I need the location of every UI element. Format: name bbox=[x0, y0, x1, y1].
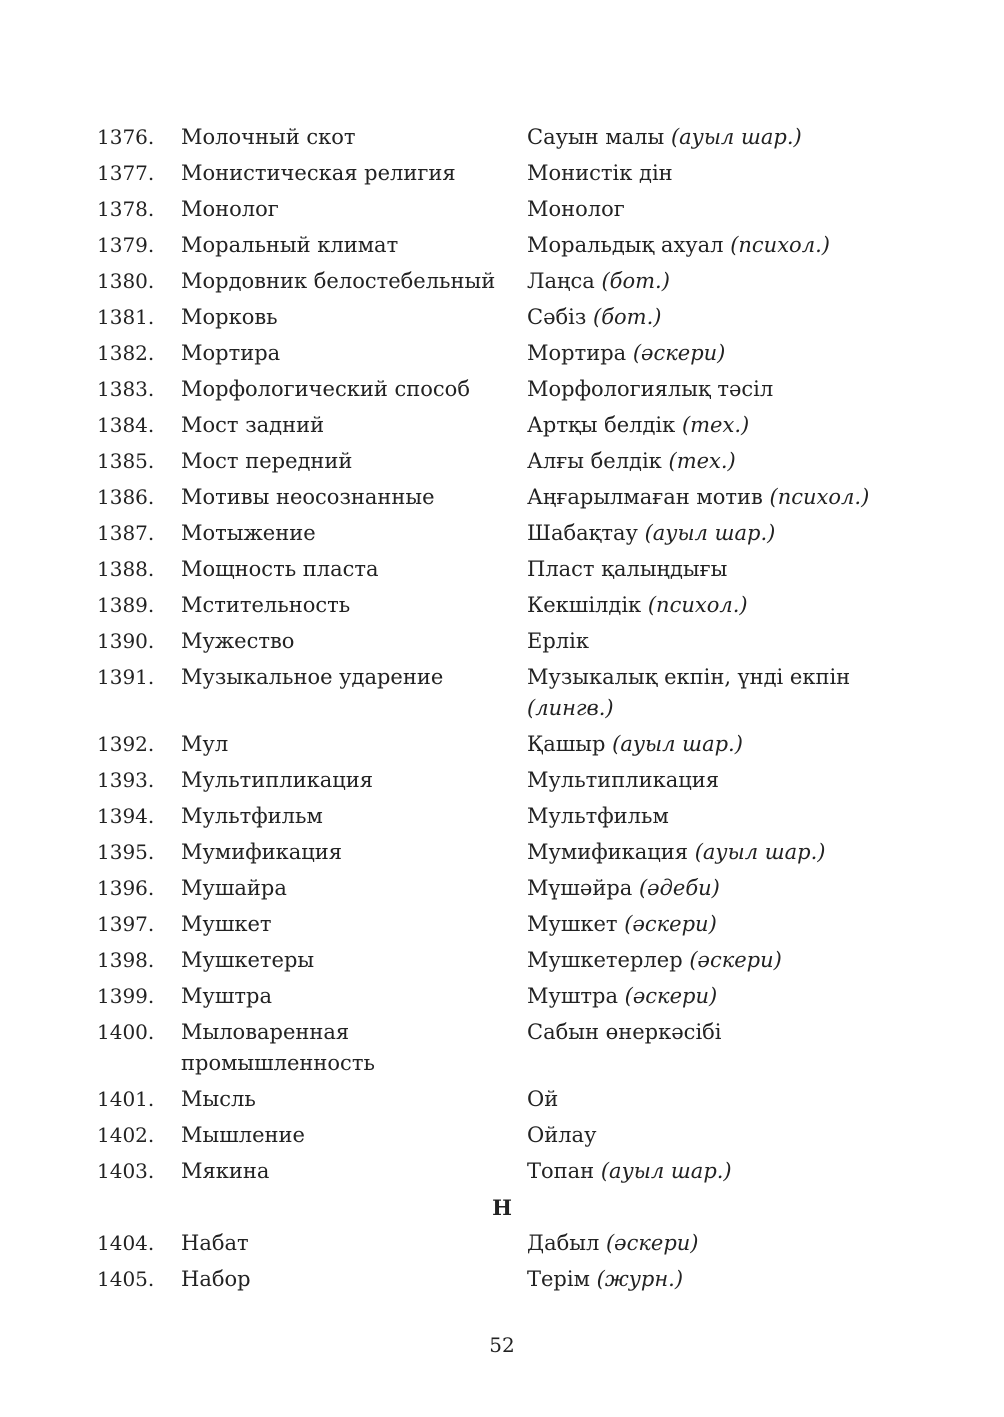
entry-row bbox=[97, 727, 897, 763]
kazakh-term: Қашыр bbox=[527, 732, 606, 756]
kazakh-term-cell bbox=[527, 230, 897, 261]
kazakh-term-cell bbox=[527, 122, 897, 153]
entry-number: 1380. bbox=[97, 269, 155, 293]
kazakh-term: Мушкет bbox=[527, 912, 618, 936]
kazakh-term: Монистік дін bbox=[527, 161, 673, 185]
russian-term: Мушайра bbox=[181, 876, 287, 900]
entry-row bbox=[97, 372, 897, 408]
entry-row bbox=[97, 979, 897, 1015]
kazakh-term: Ой bbox=[527, 1087, 559, 1111]
entry-row bbox=[97, 660, 897, 727]
russian-term: Мультипликация bbox=[181, 768, 373, 792]
section-letter-heading: Н bbox=[492, 1195, 512, 1220]
russian-term: Монолог bbox=[181, 197, 279, 221]
entry-row bbox=[97, 1226, 897, 1262]
domain-note: (әскери) bbox=[624, 912, 717, 936]
russian-term: Мультфильм bbox=[181, 804, 323, 828]
russian-term: Мысль bbox=[181, 1087, 256, 1111]
kazakh-term-cell bbox=[527, 374, 897, 405]
kazakh-term-cell bbox=[527, 873, 897, 904]
russian-term: Моральный климат bbox=[181, 233, 399, 257]
entry-number: 1396. bbox=[97, 876, 155, 900]
entry-row bbox=[97, 192, 897, 228]
kazakh-term-cell bbox=[527, 590, 897, 621]
kazakh-term-cell bbox=[527, 266, 897, 297]
russian-term: Мул bbox=[181, 732, 229, 756]
entry-number: 1389. bbox=[97, 593, 155, 617]
kazakh-term-cell bbox=[527, 801, 897, 832]
russian-term: Мотивы неосознанные bbox=[181, 485, 435, 509]
kazakh-term: Мультипликация bbox=[527, 768, 719, 792]
kazakh-term: Мультфильм bbox=[527, 804, 669, 828]
domain-note: (әдеби) bbox=[638, 876, 720, 900]
entry-row bbox=[97, 552, 897, 588]
kazakh-term-cell bbox=[527, 518, 897, 549]
domain-note: (лингв.) bbox=[527, 696, 614, 720]
domain-note: (әскери) bbox=[605, 1231, 699, 1255]
kazakh-term: Мушкетерлер bbox=[527, 948, 683, 972]
kazakh-term: Морфологиялық тәсіл bbox=[527, 377, 774, 401]
entry-row bbox=[97, 1262, 897, 1298]
kazakh-term-cell bbox=[527, 302, 897, 333]
entry-number: 1404. bbox=[97, 1231, 155, 1255]
entry-number: 1399. bbox=[97, 984, 155, 1008]
entry-row bbox=[97, 1082, 897, 1118]
kazakh-term-cell bbox=[527, 1156, 897, 1187]
kazakh-term-cell bbox=[527, 194, 897, 225]
kazakh-term: Монолог bbox=[527, 197, 625, 221]
kazakh-term-cell bbox=[527, 482, 897, 513]
entry-row bbox=[97, 763, 897, 799]
entry-number: 1377. bbox=[97, 161, 155, 185]
russian-term: Монистическая религия bbox=[181, 161, 456, 185]
kazakh-term: Сәбіз bbox=[527, 305, 587, 329]
domain-note: (психол.) bbox=[647, 593, 748, 617]
entry-row bbox=[97, 588, 897, 624]
kazakh-term: Мумификация bbox=[527, 840, 689, 864]
domain-note: (ауыл шар.) bbox=[670, 125, 802, 149]
kazakh-term-cell bbox=[527, 945, 897, 976]
russian-term: Морковь bbox=[181, 305, 278, 329]
kazakh-term: Сабын өнеркәсібі bbox=[527, 1020, 722, 1044]
kazakh-term: Ерлік bbox=[527, 629, 589, 653]
kazakh-term: Музыкалық екпін, үнді екпін bbox=[527, 665, 851, 689]
entry-row bbox=[97, 336, 897, 372]
entry-row bbox=[97, 516, 897, 552]
kazakh-term: Моральдық ахуал bbox=[527, 233, 724, 257]
entry-number: 1390. bbox=[97, 629, 155, 653]
russian-term: Молочный скот bbox=[181, 125, 356, 149]
entry-number: 1391. bbox=[97, 665, 155, 689]
entry-row bbox=[97, 799, 897, 835]
entry-row bbox=[97, 943, 897, 979]
kazakh-term-cell bbox=[527, 158, 897, 189]
entry-row bbox=[97, 156, 897, 192]
kazakh-term: Шабақтау bbox=[527, 521, 638, 545]
kazakh-term: Алғы белдік bbox=[527, 449, 662, 473]
russian-term: Мост задний bbox=[181, 413, 325, 437]
kazakh-term-cell bbox=[527, 837, 897, 868]
russian-term: Мышление bbox=[181, 1123, 305, 1147]
entry-row bbox=[97, 480, 897, 516]
russian-term: Мыловаренная промышленность bbox=[181, 1020, 375, 1075]
page-number: 52 bbox=[489, 1333, 515, 1357]
entry-row bbox=[97, 300, 897, 336]
entry-number: 1376. bbox=[97, 125, 155, 149]
domain-note: (ауыл шар.) bbox=[644, 521, 776, 545]
kazakh-term-cell bbox=[527, 1084, 897, 1115]
entry-row bbox=[97, 1015, 897, 1082]
kazakh-term-cell bbox=[527, 662, 897, 724]
kazakh-term-cell bbox=[527, 909, 897, 940]
entry-row bbox=[97, 444, 897, 480]
russian-term: Мумификация bbox=[181, 840, 343, 864]
entry-row bbox=[97, 907, 897, 943]
kazakh-term-cell bbox=[527, 338, 897, 369]
kazakh-term-cell bbox=[527, 765, 897, 796]
kazakh-term-cell bbox=[527, 1228, 897, 1259]
russian-term: Мякина bbox=[181, 1159, 270, 1183]
entry-number: 1401. bbox=[97, 1087, 155, 1111]
entry-row bbox=[97, 1154, 897, 1190]
entry-row bbox=[97, 1118, 897, 1154]
domain-note: (психол.) bbox=[730, 233, 830, 257]
entry-row bbox=[97, 264, 897, 300]
russian-term: Мощность пласта bbox=[181, 557, 379, 581]
kazakh-term-cell bbox=[527, 446, 897, 477]
entry-number: 1385. bbox=[97, 449, 155, 473]
kazakh-term-cell bbox=[527, 410, 897, 441]
kazakh-term: Лаңса bbox=[527, 269, 595, 293]
entry-row bbox=[97, 408, 897, 444]
kazakh-term: Ойлау bbox=[527, 1123, 597, 1147]
domain-note: (ауыл шар.) bbox=[612, 732, 743, 756]
kazakh-term-cell bbox=[527, 1264, 897, 1295]
russian-term: Мушкет bbox=[181, 912, 272, 936]
entry-number: 1397. bbox=[97, 912, 155, 936]
entry-number: 1394. bbox=[97, 804, 155, 828]
entry-row bbox=[97, 228, 897, 264]
kazakh-term: Аңғарылмаған мотив bbox=[527, 485, 763, 509]
russian-term: Мордовник белостебельный bbox=[181, 269, 496, 293]
kazakh-term-cell bbox=[527, 554, 897, 585]
entry-number: 1393. bbox=[97, 768, 155, 792]
domain-note: (әскери) bbox=[632, 341, 726, 365]
entry-row bbox=[97, 835, 897, 871]
russian-term: Набор bbox=[181, 1267, 251, 1291]
domain-note: (бот.) bbox=[601, 269, 670, 293]
entry-number: 1379. bbox=[97, 233, 155, 257]
kazakh-term-cell bbox=[527, 729, 897, 760]
domain-note: (психол.) bbox=[769, 485, 870, 509]
kazakh-term: Кекшілдік bbox=[527, 593, 642, 617]
entry-number: 1382. bbox=[97, 341, 155, 365]
entry-number: 1405. bbox=[97, 1267, 155, 1291]
entry-number: 1398. bbox=[97, 948, 155, 972]
domain-note: (журн.) bbox=[596, 1267, 684, 1291]
entry-number: 1388. bbox=[97, 557, 155, 581]
entry-row bbox=[97, 871, 897, 907]
russian-term: Мстительность bbox=[181, 593, 351, 617]
kazakh-term: Топан bbox=[527, 1159, 595, 1183]
kazakh-term: Муштра bbox=[527, 984, 618, 1008]
kazakh-term-cell bbox=[527, 1017, 897, 1048]
entry-row bbox=[97, 120, 897, 156]
domain-note: (әскери) bbox=[624, 984, 718, 1008]
domain-note: (ауыл шар.) bbox=[600, 1159, 732, 1183]
kazakh-term: Мүшәйра bbox=[527, 876, 633, 900]
domain-note: (тех.) bbox=[681, 413, 750, 437]
kazakh-term: Мортира bbox=[527, 341, 627, 365]
domain-note: (әскери) bbox=[689, 948, 782, 972]
russian-term: Муштра bbox=[181, 984, 272, 1008]
kazakh-term: Терім bbox=[527, 1267, 590, 1291]
entries-list bbox=[97, 120, 897, 1298]
russian-term: Музыкальное ударение bbox=[181, 665, 444, 689]
kazakh-term: Сауын малы bbox=[527, 125, 665, 149]
kazakh-term: Дабыл bbox=[527, 1231, 600, 1255]
entry-number: 1378. bbox=[97, 197, 155, 221]
russian-term: Мортира bbox=[181, 341, 281, 365]
entry-number: 1392. bbox=[97, 732, 155, 756]
entry-number: 1383. bbox=[97, 377, 155, 401]
kazakh-term: Артқы белдік bbox=[527, 413, 676, 437]
entry-number: 1403. bbox=[97, 1159, 155, 1183]
kazakh-term-cell bbox=[527, 1120, 897, 1151]
entries-after-list bbox=[97, 1226, 897, 1298]
entry-number: 1387. bbox=[97, 521, 155, 545]
kazakh-term: Пласт қалыңдығы bbox=[527, 557, 728, 581]
kazakh-term-cell bbox=[527, 626, 897, 657]
russian-term: Мушкетеры bbox=[181, 948, 315, 972]
kazakh-term-cell bbox=[527, 981, 897, 1012]
entry-number: 1386. bbox=[97, 485, 155, 509]
entry-number: 1402. bbox=[97, 1123, 155, 1147]
russian-term: Морфологический способ bbox=[181, 377, 470, 401]
domain-note: (ауыл шар.) bbox=[694, 840, 826, 864]
entries-before-list bbox=[97, 120, 897, 1190]
entry-row bbox=[97, 624, 897, 660]
russian-term: Мотыжение bbox=[181, 521, 316, 545]
domain-note: (тех.) bbox=[668, 449, 736, 473]
entry-number: 1395. bbox=[97, 840, 155, 864]
domain-note: (бот.) bbox=[593, 305, 662, 329]
entry-number: 1400. bbox=[97, 1020, 155, 1044]
entry-number: 1381. bbox=[97, 305, 155, 329]
entry-number: 1384. bbox=[97, 413, 155, 437]
russian-term: Мужество bbox=[181, 629, 295, 653]
russian-term: Набат bbox=[181, 1231, 249, 1255]
russian-term: Мост передний bbox=[181, 449, 353, 473]
